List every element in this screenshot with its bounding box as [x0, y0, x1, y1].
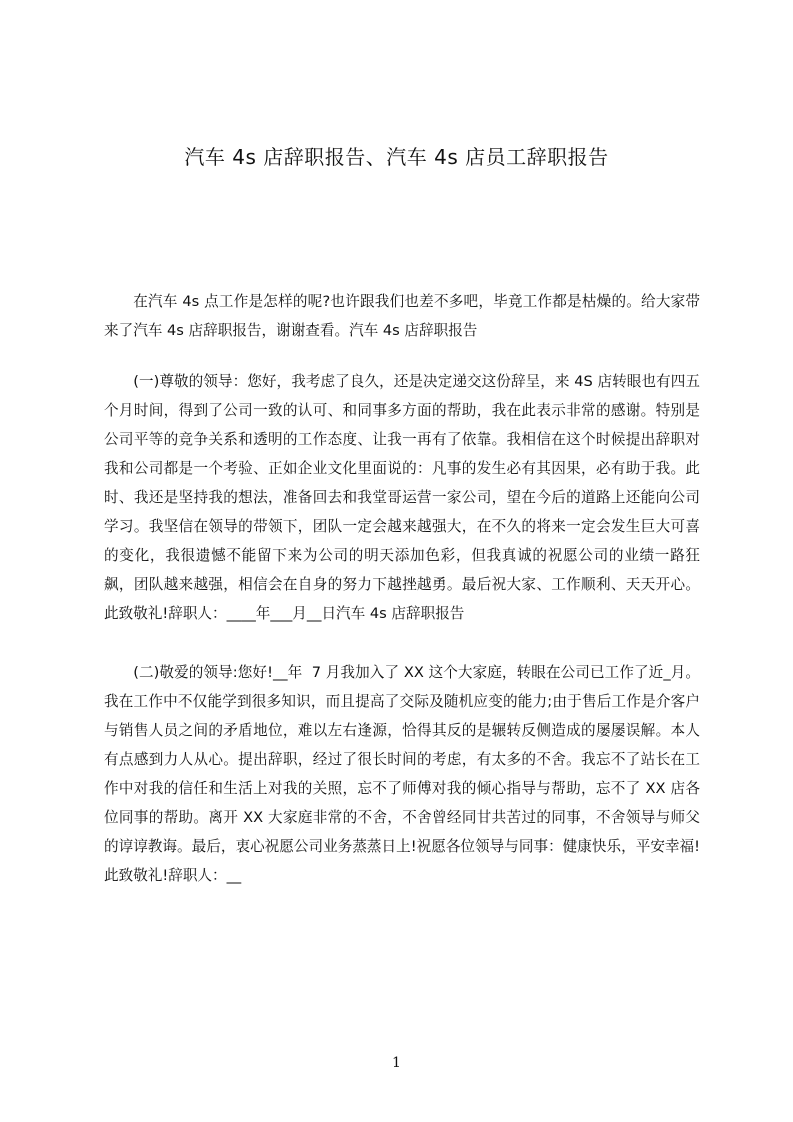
- page-number: 1: [392, 1055, 401, 1071]
- resignation-letter-one-paragraph: (一)尊敬的领导：您好，我考虑了良久，还是决定递交这份辞呈，来 4S 店转眼也有四五个月时间，得到了公司一致的认可、和同事多方面的帮助，我在此表示非常的感谢。特别是公司平等的竞争关系和透明的工作态度、让我一再有了依靠。我相信在这个时候提出辞职对我和公司都是一个考验、正如企业文化里面说的：凡事的发生必有其因果，必有助于我。此时、我还是坚持我的想法，准备回去和我堂哥运营一家公司，望在今后的道路上还能向公司学习。我坚信在领导的带领下，团队一定会越来越强大，在不久的将来一定会发生巨大可喜的变化，我很遗憾不能留下来为公司的明天添加色彩，但我真诚的祝愿公司的业绩一路狂飙，团队越来越强，相信会在自身的努力下越挫越勇。最后祝大家、工作顺利、天天开心。此致敬礼!辞职人：____年___月__日汽车 4s 店辞职报告: [104, 373, 700, 622]
- document-title: 汽车 4s 店辞职报告、汽车 4s 店员工辞职报告: [184, 145, 609, 169]
- resignation-letter-two-paragraph: (二)敬爱的领导:您好!__年 7 月我加入了 XX 这个大家庭，转眼在公司已工作了近_月。我在工作中不仅能学到很多知识，而且提高了交际及随机应变的能力;由于售后工作是介客户与销售人员之间的矛盾地位，难以左右逢源，恰得其反的是辗转反侧造成的屡屡误解。本人有点感到力人从心。提出辞职，经过了很长时间的考虑，有太多的不舍。我忘不了站长在工作中对我的信任和生活上对我的关照，忘不了师傅对我的倾心指导与帮助，忘不了 XX 店各位同事的帮助。离开 XX 大家庭非常的不舍，不舍曾经同甘共苦过的同事，不舍领导与师父的谆谆教诲。最后，衷心祝愿公司业务蒸蒸日上!祝愿各位领导与同事：健康快乐，平安幸福!此致敬礼!辞职人：__: [104, 664, 700, 884]
- intro-paragraph: 在汽车 4s 点工作是怎样的呢?也许跟我们也差不多吧，毕竟工作都是枯燥的。给大家带来了汽车 4s 店辞职报告，谢谢查看。汽车 4s 店辞职报告: [104, 293, 700, 339]
